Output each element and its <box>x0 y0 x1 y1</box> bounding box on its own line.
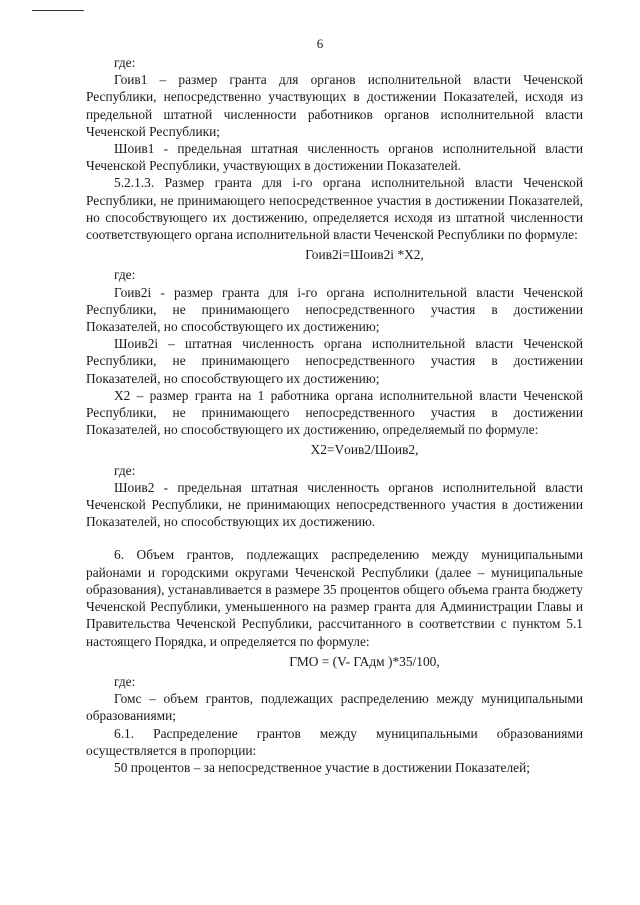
paragraph: 6. Объем грантов, подлежащих распределению между муниципальными районами и городскими округами Чеченской Республики (далее – муниципальные образования), устанавливается в размере 35 процентов общего объема гранта бюджету Чеченской Республики, уменьшенного на размер гранта для Администрации Главы и Правительства Чеченской Республики, рассчитанного в соответствии с пунктом 5.1 настоящего Порядка, и определяется по формуле: <box>86 547 583 649</box>
paragraph: 6.1. Распределение грантов между муниципальными образованиями осуществляется в пропорции: <box>86 725 583 758</box>
paragraph: 5.2.1.3. Размер гранта для i-го органа исполнительной власти Чеченской Республики, не принимающего непосредственное участия в достижении Показателей, но способствующего их достижению, определяется исходя из штатной численности соответствующего органа исполнительной власти Чеченской Республики по формуле: <box>86 175 583 243</box>
paragraph: Гоив1 – размер гранта для органов исполнительной власти Чеченской Республики, непосредственно участвующих в достижении Показателей, исходя из предельной штатной численности работников органов исполнительной власти Чеченской Республики; <box>86 72 583 139</box>
paragraph: Шоив1 - предельная штатная численность органов исполнительной власти Чеченской Республики, участвующих в достижении Показателей. <box>86 141 583 174</box>
paragraph: Шоив2 - предельная штатная численность органов исполнительной власти Чеченской Республики, не принимающих непосредственного участия в достижении Показателей, но способствующих их достижению. <box>86 479 583 530</box>
paragraph: Шоив2i – штатная численность органа исполнительной власти Чеченской Республики, не принимающего непосредственного участия в достижении Показателей, но способствующего их достижению; <box>86 336 583 386</box>
paragraph-gap <box>86 530 583 546</box>
formula-line: ГМО = (V- ГАдм )*35/100, <box>289 653 440 669</box>
paragraph: где: <box>114 673 136 689</box>
formula-line: Х2=Vоив2/Шоив2, <box>310 442 419 458</box>
header-rule <box>32 10 84 11</box>
paragraph: 50 процентов – за непосредственное участие в достижении Показателей; <box>114 759 530 775</box>
formula-line: Гоив2i=Шоив2i *Х2, <box>305 247 424 263</box>
page-number: 6 <box>316 36 324 51</box>
document-body <box>86 54 583 776</box>
paragraph: где: <box>114 267 136 283</box>
paragraph: Гомс – объем грантов, подлежащих распределению между муниципальными образованиями; <box>86 691 583 724</box>
paragraph: Гоив2i - размер гранта для i-го органа исполнительной власти Чеченской Республики, не принимающего непосредственного участия в достижении Показателей, но способствующего их достижению; <box>86 284 583 335</box>
paragraph: где: <box>114 55 136 70</box>
paragraph: Х2 – размер гранта на 1 работника органа исполнительной власти Чеченской Республики, не принимающего непосредственного участия в достижении Показателей, но способствующего их достижению, определяемый по формуле: <box>86 387 583 438</box>
paragraph: где: <box>114 462 136 478</box>
